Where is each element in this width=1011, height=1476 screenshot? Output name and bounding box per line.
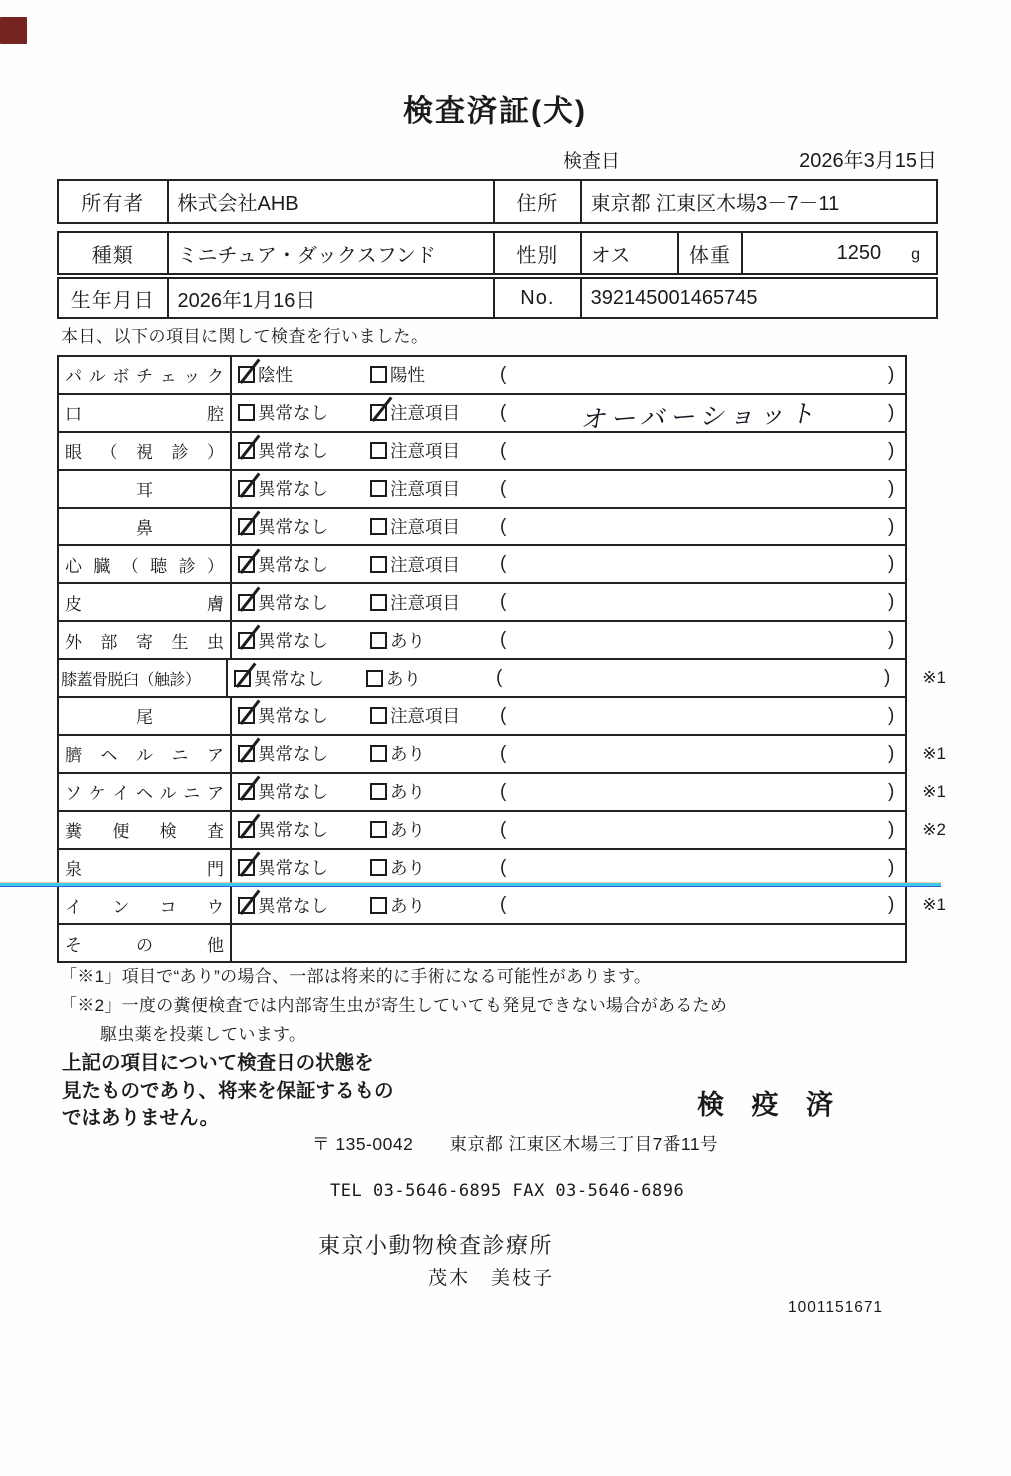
checklist-item-label bbox=[59, 774, 232, 810]
paren-open: ( bbox=[500, 515, 507, 537]
owner-label: 所有者 bbox=[81, 193, 145, 215]
label-char: ア bbox=[207, 746, 224, 766]
checklist-item-label bbox=[59, 736, 232, 772]
checklist-row bbox=[59, 887, 946, 925]
paren-close: ) bbox=[888, 856, 895, 878]
label-char: 臓 bbox=[93, 556, 111, 576]
checkmark-stroke bbox=[240, 889, 260, 914]
unchecked-checkbox-icon bbox=[370, 442, 387, 459]
checked-checkbox-icon bbox=[238, 745, 255, 762]
checkmark-stroke bbox=[240, 700, 260, 725]
label-char: ヘ bbox=[100, 746, 118, 766]
footnote-reference: ※1 bbox=[922, 781, 946, 801]
checklist-option bbox=[370, 698, 460, 734]
checkmark-stroke bbox=[240, 359, 260, 384]
unchecked-checkbox-icon bbox=[370, 594, 387, 611]
checklist-item-label bbox=[59, 433, 232, 469]
option-label: 注意項目 bbox=[390, 554, 460, 575]
checklist-option bbox=[370, 812, 425, 848]
checklist-option bbox=[370, 546, 460, 582]
checkmark-stroke bbox=[240, 776, 260, 801]
checklist-option bbox=[234, 660, 324, 696]
checklist-option bbox=[238, 887, 328, 923]
checklist-option bbox=[238, 584, 328, 620]
label-char: の bbox=[136, 935, 153, 955]
option-label: 異常なし bbox=[258, 403, 328, 424]
scan-artifact-mark bbox=[0, 17, 27, 44]
checkmark-stroke bbox=[240, 624, 260, 649]
footnotes bbox=[60, 962, 727, 1049]
label-char: 糞 bbox=[65, 822, 82, 842]
label-char: ウ bbox=[206, 897, 224, 917]
checklist-options bbox=[232, 395, 905, 434]
option-label: 異常なし bbox=[258, 592, 328, 613]
option-label: あり bbox=[390, 820, 425, 841]
checklist-item-label bbox=[59, 395, 232, 431]
paren-close: ) bbox=[888, 439, 895, 461]
weight-label: 体重 bbox=[677, 233, 741, 273]
label-char: ア bbox=[206, 784, 224, 804]
sex-value: オス bbox=[580, 233, 678, 273]
option-label: 異常なし bbox=[258, 517, 328, 537]
sex-label: 性別 bbox=[493, 233, 580, 273]
option-label: 注意項目 bbox=[390, 517, 460, 537]
footnote-reference: ※1 bbox=[922, 895, 946, 915]
label-char: 聴 bbox=[150, 556, 168, 576]
label-char: イ bbox=[112, 784, 130, 804]
checked-checkbox-icon bbox=[238, 783, 255, 800]
label-char: 虫 bbox=[207, 632, 224, 652]
document-title: 検査済証(犬) bbox=[403, 95, 587, 128]
checklist-item-label bbox=[59, 887, 232, 923]
unchecked-checkbox-icon bbox=[366, 670, 383, 687]
label-char: 便 bbox=[112, 822, 130, 842]
label-char: ル bbox=[88, 367, 106, 387]
paren-open: ( bbox=[500, 363, 507, 385]
paren-open: ( bbox=[500, 553, 507, 575]
checkmark-stroke bbox=[240, 548, 260, 573]
unchecked-checkbox-icon bbox=[370, 480, 387, 497]
label-char: 視 bbox=[136, 443, 153, 463]
label-char: そ bbox=[65, 935, 82, 955]
paren-open: ( bbox=[500, 629, 507, 651]
label-char: 外 bbox=[65, 632, 82, 652]
checklist-options bbox=[232, 925, 905, 961]
paren-close: ) bbox=[888, 629, 895, 651]
checklist-option bbox=[238, 509, 328, 545]
checklist-options bbox=[232, 584, 905, 620]
checklist-option bbox=[238, 698, 328, 734]
label-char: ル bbox=[136, 746, 153, 766]
label-char: ェ bbox=[159, 367, 177, 387]
address-label: 住所 bbox=[493, 181, 580, 222]
checklist-options bbox=[232, 698, 905, 734]
checklist-option bbox=[366, 660, 421, 696]
birth-label: 生年月日 bbox=[70, 289, 155, 312]
serial-number: 1001151671 bbox=[788, 1299, 884, 1316]
label-char: ル bbox=[159, 784, 177, 804]
checked-checkbox-icon bbox=[238, 707, 255, 724]
veterinarian-name: 茂木 美枝子 bbox=[428, 1268, 555, 1289]
checklist-option bbox=[370, 887, 425, 923]
inspection-date-value: 2026年3月15日 bbox=[799, 150, 937, 172]
paren-open: ( bbox=[500, 439, 507, 461]
label-char: 口 bbox=[65, 405, 82, 425]
label-char: ボ bbox=[112, 367, 130, 387]
clinic-tel-fax: TEL 03-5646-6895 FAX 03-5646-6896 bbox=[330, 1181, 685, 1201]
handwritten-note: オーバーショット bbox=[579, 399, 824, 434]
birth-value: 2026年1月16日 bbox=[167, 279, 494, 317]
unchecked-checkbox-icon bbox=[370, 366, 387, 383]
unchecked-checkbox-icon bbox=[370, 745, 387, 762]
checklist-row bbox=[59, 774, 946, 812]
weight-unit: g bbox=[911, 246, 920, 263]
checklist-option bbox=[370, 357, 425, 393]
disclaimer-line-1: 上記の項目について検査日の状態を bbox=[62, 1052, 374, 1074]
footnote-reference: ※2 bbox=[922, 819, 946, 839]
checklist-row bbox=[59, 622, 905, 660]
clinic-postal-address: 〒 135-0042 東京都 江東区木場三丁目7番11号 bbox=[312, 1134, 719, 1154]
paren-close: ) bbox=[888, 477, 895, 499]
footnote-reference: ※1 bbox=[922, 743, 946, 763]
option-label: 異常なし bbox=[258, 706, 328, 727]
option-label: 異常なし bbox=[258, 479, 328, 500]
label-char: 査 bbox=[206, 822, 224, 842]
checked-checkbox-icon bbox=[238, 518, 255, 535]
checklist-row bbox=[59, 395, 905, 433]
checked-checkbox-icon bbox=[238, 442, 255, 459]
option-label: 注意項目 bbox=[390, 592, 460, 613]
checklist-item-label bbox=[59, 622, 232, 658]
checkmark-stroke bbox=[240, 738, 260, 763]
checked-checkbox-icon bbox=[370, 404, 387, 421]
paren-close: ) bbox=[888, 894, 895, 916]
label-char: 腔 bbox=[207, 405, 224, 425]
label-char: パ bbox=[65, 367, 82, 387]
option-label: 異常なし bbox=[258, 858, 328, 879]
checkmark-stroke bbox=[240, 511, 260, 536]
label-char: チ bbox=[135, 367, 153, 387]
disclaimer bbox=[62, 1050, 394, 1133]
species-label: 種類 bbox=[91, 244, 134, 267]
checklist-row bbox=[59, 812, 946, 850]
label-char: ） bbox=[207, 443, 224, 463]
checklist-option bbox=[370, 395, 460, 431]
paren-close: ) bbox=[888, 591, 895, 613]
checklist-option bbox=[238, 622, 328, 658]
unchecked-checkbox-icon bbox=[370, 632, 387, 649]
option-label: 注意項目 bbox=[390, 479, 460, 500]
paren-open: ( bbox=[496, 667, 503, 689]
label-char: 泉 bbox=[65, 860, 82, 880]
checklist-options bbox=[232, 546, 905, 582]
weight-value: 1250 bbox=[836, 241, 882, 264]
footnote-2: 「※2」一度の糞便検査では内部寄生虫が寄生していても発見できない場合があるため bbox=[60, 996, 728, 1015]
label-char: ク bbox=[206, 367, 224, 387]
checklist-option bbox=[370, 509, 460, 545]
option-label: 注意項目 bbox=[390, 441, 460, 462]
footnote-1: 「※1」項目で“あり”の場合、一部は将来的に手術になる可能性があります。 bbox=[60, 967, 652, 986]
checkmark-stroke bbox=[240, 852, 260, 877]
option-label: 異常なし bbox=[258, 441, 328, 462]
disclaimer-line-3: ではありません。 bbox=[62, 1107, 220, 1129]
label-char: ヘ bbox=[135, 784, 153, 804]
label-char: 膚 bbox=[207, 594, 224, 614]
option-label: あり bbox=[386, 668, 421, 689]
paren-open: ( bbox=[500, 818, 507, 840]
checklist-row bbox=[59, 736, 946, 774]
label-char: ケ bbox=[88, 784, 106, 804]
checklist-options bbox=[232, 774, 905, 810]
label-char: 検 bbox=[159, 822, 177, 842]
inspection-date-label: 検査日 bbox=[563, 151, 621, 172]
option-label: 異常なし bbox=[258, 744, 328, 765]
unchecked-checkbox-icon bbox=[370, 556, 387, 573]
checklist-row bbox=[59, 660, 946, 698]
checklist-table bbox=[57, 355, 946, 963]
checklist-option bbox=[370, 850, 425, 886]
option-label: 注意項目 bbox=[390, 403, 460, 424]
scan-artifact-line bbox=[0, 883, 941, 886]
label-char: ッ bbox=[183, 367, 201, 387]
checklist-item-label: 耳 bbox=[59, 471, 232, 507]
checklist-row bbox=[59, 509, 905, 547]
paren-open: ( bbox=[500, 894, 507, 916]
label-char: （ bbox=[100, 443, 118, 463]
label-char: 診 bbox=[178, 556, 196, 576]
checked-checkbox-icon bbox=[238, 821, 255, 838]
option-label: 異常なし bbox=[258, 630, 328, 651]
paren-open: ( bbox=[500, 856, 507, 878]
checklist-options bbox=[232, 812, 905, 848]
label-char: 門 bbox=[207, 860, 224, 880]
checkmark-stroke bbox=[240, 435, 260, 460]
checklist-option bbox=[238, 774, 328, 810]
label-char: 寄 bbox=[136, 632, 153, 652]
checkmark-stroke bbox=[240, 586, 260, 611]
paren-open: ( bbox=[500, 477, 507, 499]
checklist-option bbox=[238, 433, 328, 469]
checkmark-stroke bbox=[372, 397, 392, 422]
checklist-option bbox=[370, 774, 425, 810]
paren-open: ( bbox=[500, 704, 507, 726]
unchecked-checkbox-icon bbox=[370, 518, 387, 535]
paren-open: ( bbox=[500, 780, 507, 802]
paren-close: ) bbox=[888, 401, 895, 423]
paren-close: ) bbox=[888, 363, 895, 385]
checklist-options bbox=[232, 509, 905, 545]
option-label: あり bbox=[390, 630, 425, 651]
checklist-option bbox=[238, 546, 328, 582]
option-label: あり bbox=[390, 744, 425, 765]
checklist-options bbox=[232, 433, 905, 469]
unchecked-checkbox-icon bbox=[238, 404, 255, 421]
checked-checkbox-icon bbox=[238, 556, 255, 573]
checklist-option bbox=[238, 471, 328, 507]
option-label: 注意項目 bbox=[390, 706, 460, 727]
checklist-item-label bbox=[59, 584, 232, 620]
checklist-item-label bbox=[59, 925, 232, 961]
checklist-row bbox=[59, 471, 905, 509]
checklist-options bbox=[232, 357, 905, 393]
checked-checkbox-icon bbox=[238, 366, 255, 383]
unchecked-checkbox-icon bbox=[370, 783, 387, 800]
checkmark-stroke bbox=[236, 662, 256, 687]
owner-address: 東京都 江東区木場3－7－11 bbox=[580, 181, 936, 222]
checklist-options bbox=[232, 887, 905, 923]
unchecked-checkbox-icon bbox=[370, 707, 387, 724]
checklist-item-label: 膝蓋骨脱臼（触診） bbox=[59, 660, 228, 696]
checklist-option bbox=[238, 357, 293, 393]
paren-open: ( bbox=[500, 591, 507, 613]
checked-checkbox-icon bbox=[238, 480, 255, 497]
quarantine-stamp: 検 疫 済 bbox=[697, 1090, 844, 1120]
checklist-item-label bbox=[59, 546, 232, 582]
checklist-row bbox=[59, 357, 905, 395]
owner-table bbox=[57, 179, 938, 224]
weight-cell bbox=[741, 233, 936, 273]
unchecked-checkbox-icon bbox=[370, 821, 387, 838]
checklist-options bbox=[232, 736, 905, 772]
option-label: 陽性 bbox=[390, 365, 425, 386]
checklist-options bbox=[232, 471, 905, 507]
pet-info-table bbox=[57, 231, 938, 275]
checklist-item-label: 尾 bbox=[59, 698, 232, 734]
label-char: 眼 bbox=[65, 443, 82, 463]
paren-close: ) bbox=[888, 742, 895, 764]
checked-checkbox-icon bbox=[234, 670, 251, 687]
checklist-row bbox=[59, 433, 905, 471]
option-label: あり bbox=[390, 858, 425, 879]
label-char: 部 bbox=[100, 632, 118, 652]
label-char: 生 bbox=[171, 632, 189, 652]
checklist-item-label bbox=[59, 812, 232, 848]
paren-close: ) bbox=[888, 515, 895, 537]
checkmark-stroke bbox=[240, 473, 260, 498]
label-char: ） bbox=[206, 556, 224, 576]
paren-close: ) bbox=[888, 704, 895, 726]
unchecked-checkbox-icon bbox=[370, 897, 387, 914]
birth-no-table bbox=[57, 277, 938, 319]
intro-text: 本日、以下の項目に関して検査を行いました。 bbox=[61, 327, 429, 346]
checked-checkbox-icon bbox=[238, 897, 255, 914]
option-label: 異常なし bbox=[258, 782, 328, 803]
paren-open: ( bbox=[500, 742, 507, 764]
option-label: 異常なし bbox=[258, 895, 328, 916]
unchecked-checkbox-icon bbox=[370, 859, 387, 876]
checked-checkbox-icon bbox=[238, 632, 255, 649]
checklist-options bbox=[228, 660, 905, 696]
paren-close: ) bbox=[888, 780, 895, 802]
label-char: イ bbox=[65, 897, 82, 917]
checklist-option bbox=[238, 736, 328, 772]
checklist-item-label bbox=[59, 850, 232, 886]
paren-close: ) bbox=[888, 818, 895, 840]
checklist-item-label: 鼻 bbox=[59, 509, 232, 545]
checklist-option bbox=[238, 850, 328, 886]
paren-close: ) bbox=[884, 667, 891, 689]
label-char: 心 bbox=[65, 556, 82, 576]
footnote-2-cont: 駆虫薬を投薬しています。 bbox=[100, 1025, 307, 1044]
option-label: あり bbox=[390, 895, 425, 916]
checked-checkbox-icon bbox=[238, 859, 255, 876]
checklist-options bbox=[232, 622, 905, 658]
option-label: 陰性 bbox=[258, 365, 293, 386]
footnote-reference: ※1 bbox=[922, 668, 946, 688]
checklist-row bbox=[59, 850, 905, 888]
checklist-option bbox=[370, 736, 425, 772]
no-value: 392145001465745 bbox=[580, 279, 936, 317]
checkmark-stroke bbox=[240, 814, 260, 839]
label-char: ン bbox=[112, 897, 130, 917]
paren-close: ) bbox=[888, 553, 895, 575]
no-label: No. bbox=[493, 279, 580, 317]
disclaimer-line-2: 見たものであり、将来を保証するもの bbox=[62, 1079, 394, 1102]
clinic-name: 東京小動物検査診療所 bbox=[318, 1233, 554, 1258]
checklist-option bbox=[370, 584, 460, 620]
checklist-row bbox=[59, 698, 905, 736]
label-char: 他 bbox=[207, 935, 224, 955]
option-label: 異常なし bbox=[254, 668, 324, 689]
checklist-item-label bbox=[59, 357, 232, 393]
label-char: 臍 bbox=[65, 746, 82, 766]
checklist-row bbox=[59, 546, 905, 584]
checklist-row bbox=[59, 584, 905, 622]
checklist-option bbox=[370, 622, 425, 658]
checklist-option bbox=[370, 433, 460, 469]
checklist-row bbox=[59, 925, 905, 961]
label-char: ソ bbox=[65, 784, 82, 804]
checklist-option bbox=[238, 812, 328, 848]
checked-checkbox-icon bbox=[238, 594, 255, 611]
option-label: あり bbox=[390, 782, 425, 803]
checklist-option bbox=[238, 395, 328, 431]
label-char: コ bbox=[159, 897, 177, 917]
option-label: 異常なし bbox=[258, 820, 328, 841]
checklist-option bbox=[370, 471, 460, 507]
species-value: ミニチュア・ダックスフンド bbox=[167, 233, 494, 273]
label-char: 診 bbox=[171, 443, 189, 463]
label-char: 皮 bbox=[65, 594, 82, 614]
label-char: （ bbox=[121, 556, 139, 576]
owner-name: 株式会社AHB bbox=[167, 181, 494, 222]
label-char: ニ bbox=[171, 746, 189, 766]
paren-open: ( bbox=[500, 401, 507, 423]
checklist-options bbox=[232, 850, 905, 886]
label-char: ニ bbox=[183, 784, 201, 804]
option-label: 異常なし bbox=[258, 554, 328, 575]
